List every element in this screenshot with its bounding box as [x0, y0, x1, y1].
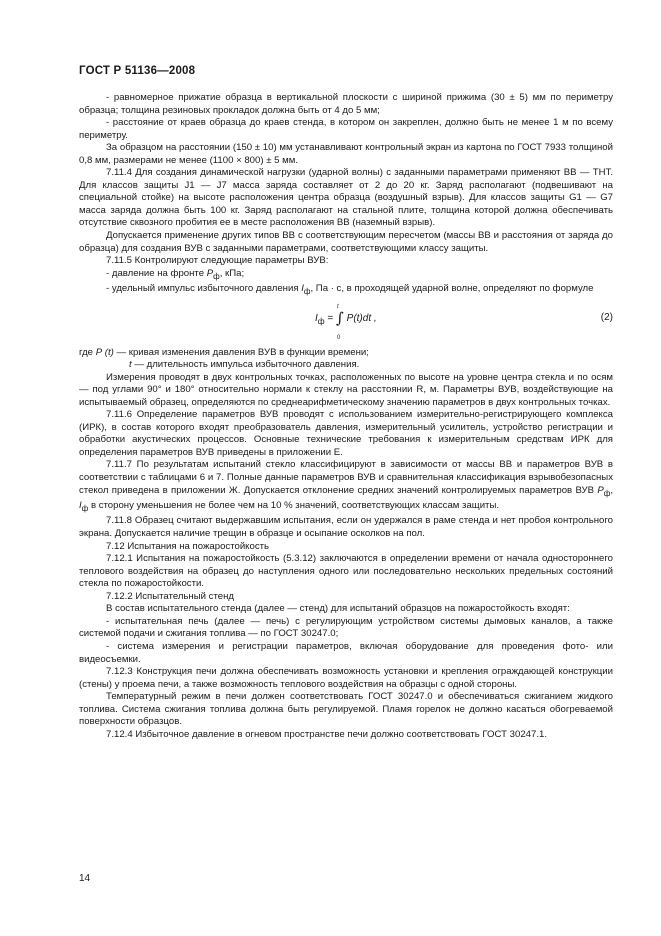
paragraph-7-12-4: 7.12.4 Избыточное давление в огневом пространстве печи должно соответствовать ГОСТ 30247.1. — [106, 728, 547, 740]
formula-number: (2) — [600, 311, 613, 323]
paragraph-7-11-6: 7.11.6 Определение параметров ВУВ проводят с использованием измерительно-регистрирующего комплекса (ИРК), в состав которого входят преобразователь давления, измерительный усилитель, устройство регистрации и обработки акустических процессов. Основные технические требования к измерительным средствам ИРК для определения параметров ВУВ приведены в приложении Е. — [79, 409, 613, 458]
paragraph-where-t: t — длительность импульса избыточного давления. — [129, 359, 360, 371]
paragraph-7-11-5: 7.11.5 Контролируют следующие параметры ВУВ: — [106, 255, 329, 267]
section-heading-7-12: 7.12 Испытания на пожаростойкость — [106, 540, 270, 552]
integral-lower-limit: 0 — [337, 334, 341, 341]
integral-upper-limit: t — [337, 303, 339, 310]
paragraph: - система измерения и регистрации параметров, включая оборудование для проведения фото- или видеосъемки. — [79, 640, 613, 665]
paragraph-pressure: - давление на фронте $Р_ф$, кПа; — [106, 267, 245, 281]
section-heading-7-12-2: 7.12.2 Испытательный стенд — [106, 590, 234, 602]
paragraph: Допускается применение других типов ВВ с соответствующим пересчетом (массы ВВ и расстояния от заряда до образца) для создания ВУВ с заданными параметрами, соответствующими классу защиты. — [79, 230, 613, 254]
document-body — [79, 92, 613, 741]
paragraph-7-11-7: 7.11.7 По результатам испытаний стекло классифицируют в зависимости от массы ВВ и параметров ВУВ в соответствии с таблицами 6 и 7. Полные данные параметров ВУВ и сравнительная классификация взрывобезопасных стекол приведена в приложении Ж. Допускается отклонение средних значений контролируемых параметров ВУВ $Р_ф$, $I_ф$ в сторону уменьшения не более чем на 10 % значений, соответствующих классам защиты. — [79, 459, 613, 513]
paragraph-impulse: - удельный импульс избыточного давления $I_ф$, Па · с, в проходящей ударной волне, определяют по формуле — [106, 283, 594, 297]
paragraph-where: где Р (t) — кривая изменения давления ВУВ в функции времени; — [79, 346, 369, 358]
paragraph: - равномерное прижатие образца в вертикальной плоскости с шириной прижима (30 ± 5) мм по периметру образца; толщина резиновых прокладок должна быть от 4 до 5 мм; — [79, 92, 613, 116]
paragraph: Температурный режим в печи должен соответствовать ГОСТ 30247.0 и обеспечиваться сжиганием жидкого топлива. Система сжигания топлива должна быть регулируемой. Пламя горелок не должно касаться обогреваемой поверхности образцов. — [79, 691, 613, 728]
paragraph: За образцом на расстоянии (150 ± 10) мм устанавливают контрольный экран из картона по ГОСТ 7933 толщиной 0,8 мм, размерами не менее (1100 × 800) ± 5 мм. — [79, 142, 613, 166]
paragraph-7-12-1: 7.12.1 Испытания на пожаростойкость (5.3.12) заключаются в определении времени от начала одностороннего теплового воздействия на образец до наступления одного или последовательно нескольких предельных состояний стекла по пожаростойкости. — [79, 553, 613, 590]
paragraph: - испытательная печь (далее — печь) с регулирующим устройством системы дымовых каналов, а также системой подачи и сжигания топлива — по ГОСТ 30247.0; — [79, 615, 613, 640]
paragraph: В состав испытательного стенда (далее — стенд) для испытаний образцов на пожаростойкость входят: — [106, 603, 570, 615]
integral-sign: ∫ — [336, 308, 344, 327]
paragraph: Измерения проводят в двух контрольных точках, расположенных по высоте на уровне центра стекла и по осям — под углами 90° и 180° относительно нормали к стеклу на расстоянии R, м. Параметры ВУВ, воздействующие на испытываемый образец, определяются по среднеарифметическому значению параметров в двух контрольных точках. — [79, 371, 613, 408]
paragraph-7-12-3: 7.12.3 Конструкция печи должна обеспечивать возможность установки и крепления ограждающей конструкции (стены) у проема печи, а также возможность теплового воздействия на образцы с одной стороны. — [79, 666, 613, 690]
paragraph-7-11-4: 7.11.4 Для создания динамической нагрузки (ударной волны) с заданными параметрами применяют ВВ — ТНТ. Для классов защиты J1 — J7 масса заряда составляет от 2 до 20 кг. Заряд располагают (подвешивают на специальной стойке) на высоте расположения центра образца (воздушный взрыв). Для классов защиты G1 — G7 масса заряда должна быть 100 кг. Заряд располагают на стальной плите, толщина которой должна обеспечивать отсутствие сквозного пробития ее в месте расположения ВВ (наземный взрыв). — [79, 167, 613, 229]
paragraph-7-11-8: 7.11.8 Образец считают выдержавшим испытания, если он удержался в раме стенда и нет пробоя контрольного экрана. Допускается наличие трещин в образце и осыпание осколков на пол. — [79, 515, 613, 540]
paragraph: - расстояние от краев образца до краев стенда, в котором он закреплен, должно быть не менее 1 м по всему периметру. — [79, 117, 613, 141]
formula-2 — [79, 299, 613, 347]
formula-body: $I_ф$ = ∫ P(t)dt , — [315, 308, 377, 327]
document-header: ГОСТ Р 51136—2008 — [79, 65, 196, 77]
page-number: 14 — [79, 873, 91, 884]
